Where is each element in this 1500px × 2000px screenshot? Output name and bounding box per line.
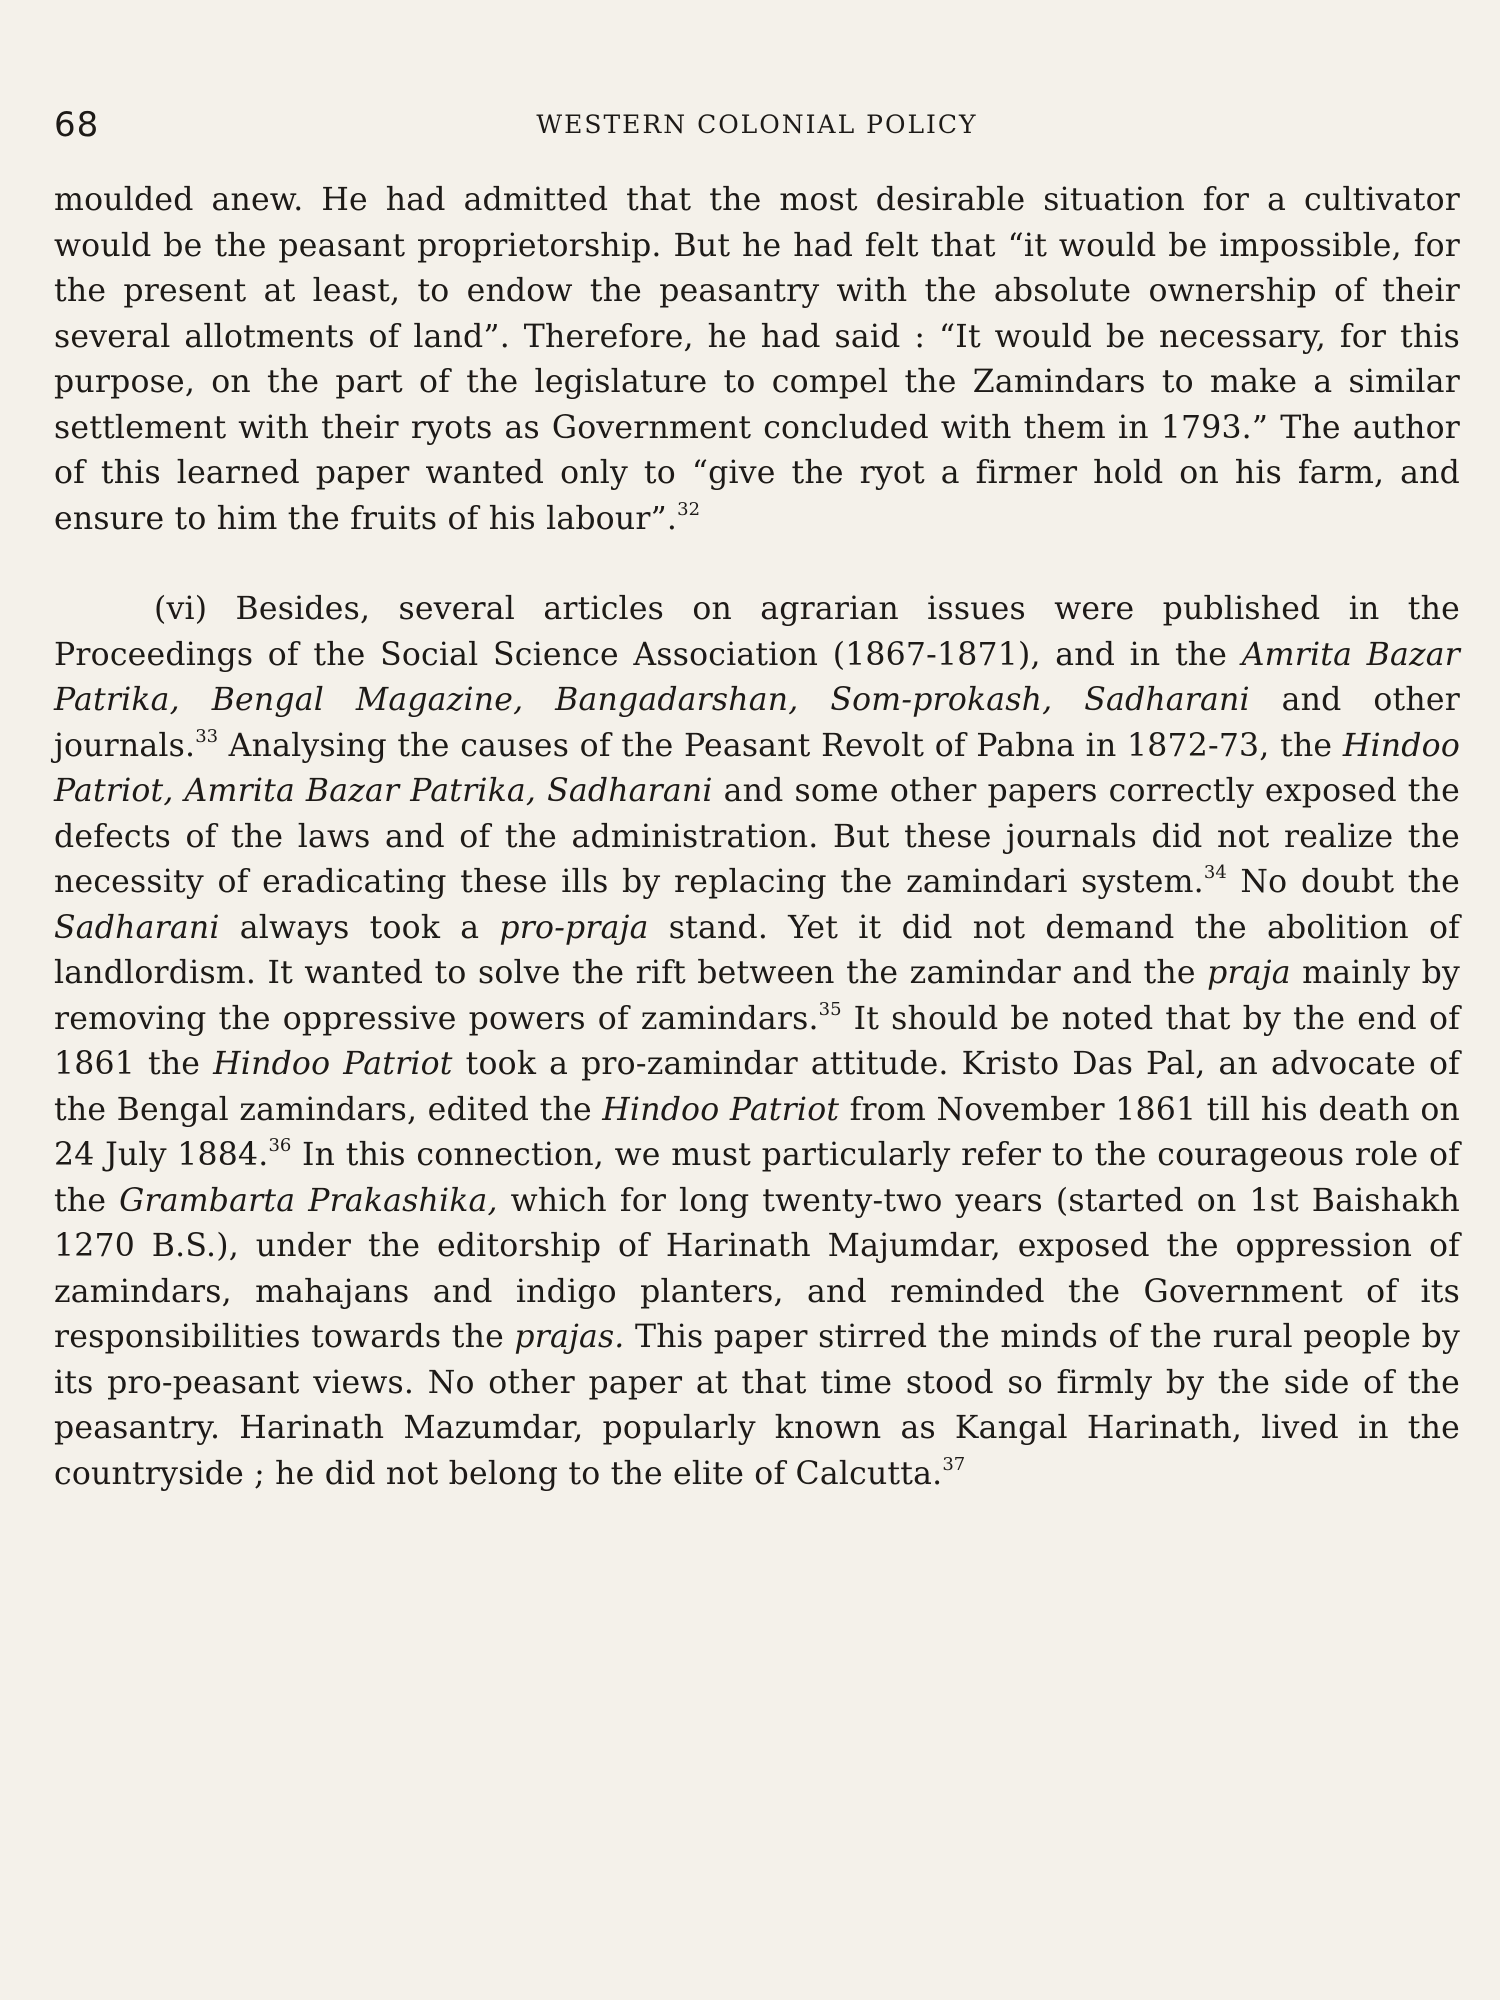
p2-text-9: It should be noted that by the end of 1861 the	[54, 1000, 1460, 1082]
p2-text-8: mainly by removing the oppressive powers of zamindars.	[54, 955, 1460, 1037]
running-title: WESTERN COLONIAL POLICY	[536, 110, 978, 139]
p2-text-3: Analysing the causes of the Peasant Revolt of Pabna in 1872-73, the	[218, 727, 1343, 764]
footnote-ref-32: 32	[677, 498, 701, 520]
footnote-ref-35: 35	[818, 998, 842, 1020]
footnote-ref-34: 34	[1203, 862, 1227, 883]
p2-text-12: In this connection, we must particularly refer to the courageous role of the	[54, 1137, 1461, 1219]
p2-italic-hindoo-patriot-2: Hindoo Patriot	[602, 1091, 840, 1128]
p2-text-13: which for long twenty-two years (started on 1st Baishakh 1270 B.S.), under the editorship of Harinath Majumdar, exposed the oppression of zamindars, mahajans and indigo planters, and reminded the Government of its responsibilities towards the	[54, 1182, 1460, 1355]
p2-text-2: and other journals.	[54, 682, 1460, 764]
p2-italic-pro-praja: pro-praja	[499, 909, 649, 946]
paragraph-1	[54, 178, 1460, 542]
paragraph-spacer	[54, 542, 1460, 587]
footnote-ref-36: 36	[268, 1135, 292, 1156]
p2-text-14: This paper stirred the minds of the rural people by its pro-peasant views. No other paper at that time stood so firmly by the side of the peasantry. Harinath Mazumdar, popularly known as Kangal Harinath, lived in the countryside ; he did not belong to the elite of Calcutta.	[54, 1319, 1460, 1492]
p2-text-11: from November 1861 till his death on 24 July 1884.	[54, 1091, 1460, 1173]
paragraph-2	[54, 587, 1460, 1497]
p2-text-1: (vi) Besides, several articles on agrarian issues were published in the Proceedings of the Social Science Association (1867-1871), and in the	[54, 591, 1460, 673]
page-number: 68	[54, 105, 100, 145]
p2-italic-papers: Hindoo Patriot, Amrita Bazar Patrika, Sadharani	[54, 727, 1460, 809]
footnote-ref-33: 33	[195, 725, 219, 747]
p2-text-5: No doubt the	[1226, 864, 1460, 900]
footnote-ref-37: 37	[942, 1453, 966, 1475]
p2-italic-journals: Amrita Bazar Patrika, Bengal Magazine, Bangadarshan, Som-prokash, Sadharani	[54, 636, 1460, 718]
p2-text-7: stand. Yet it did not demand the abolition of landlordism. It wanted to solve the rift between the zamindar and the	[54, 909, 1460, 991]
p2-italic-hindoo-patriot-1: Hindoo Patriot	[213, 1046, 453, 1082]
page-header	[54, 100, 1460, 150]
body-text	[54, 178, 1460, 1497]
p2-text-6: always took a	[219, 909, 500, 946]
p2-italic-grambarta: Grambarta Prakashika,	[119, 1182, 498, 1219]
p2-italic-praja: praja	[1207, 955, 1291, 991]
paragraph-1-text: moulded anew. He had admitted that the most desirable situation for a cultivator would be the peasant proprietorship. But he had felt that “it would be impossible, for the present at least, to endow the peasantry with the absolute ownership of their several allotments of land”. Therefore, he had said : “It would be necessary, for this purpose, on the part of the legislature to compel the Zamindars to make a similar settlement with their ryots as Government concluded with them in 1793.” The author of this learned paper wanted only to “give the ryot a firmer hold on his farm, and ensure to him the fruits of his labour”.	[54, 182, 1460, 537]
p2-italic-sadharani: Sadharani	[54, 909, 220, 946]
p2-italic-prajas: prajas.	[514, 1319, 625, 1355]
p2-text-4: and some other papers correctly exposed the defects of the laws and of the administration. But these journals did not realize the necessity of eradicating these ills by replacing the zamindari system.	[54, 773, 1460, 900]
p2-text-10: took a pro-zamindar attitude. Kristo Das Pal, an advocate of the Bengal zamindars, edited the	[54, 1046, 1460, 1128]
